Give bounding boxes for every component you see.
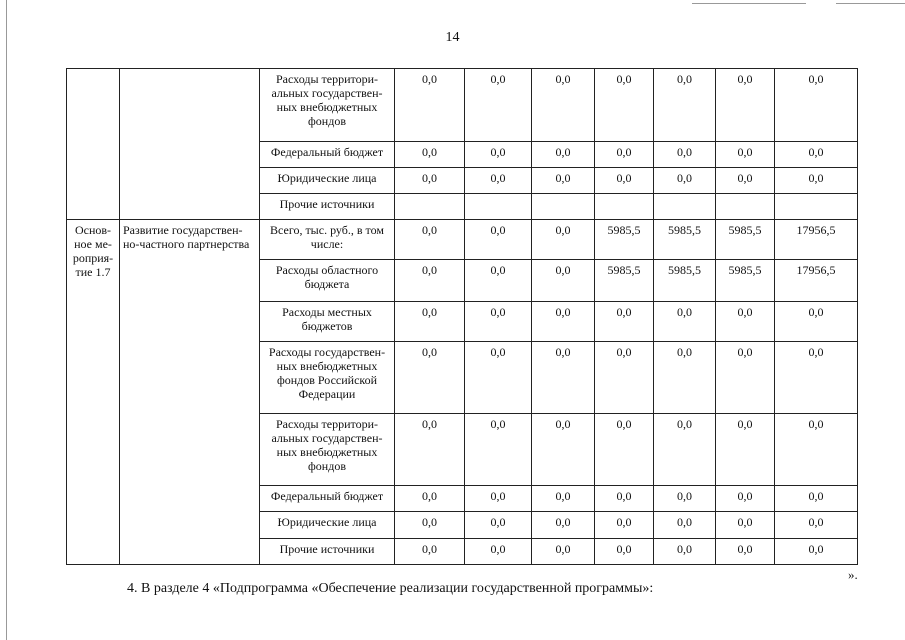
amount-cell: 0,0 (532, 302, 595, 342)
funding-source-cell: Расходы государствен-ных внебюджетных фондов Российской Федерации (260, 342, 395, 414)
funding-source-cell: Юридические лица (260, 512, 395, 539)
amount-cell: 0,0 (395, 69, 465, 142)
amount-cell: 0,0 (532, 486, 595, 512)
amount-cell: 5985,5 (716, 260, 775, 302)
amount-cell: 0,0 (595, 168, 654, 194)
amount-cell: 0,0 (595, 414, 654, 486)
page-number: 14 (445, 30, 460, 45)
section-heading: 4. В разделе 4 «Подпрограмма «Обеспечение реализации государственной программы»: (127, 581, 654, 596)
amount-cell (465, 194, 532, 220)
amount-cell: 0,0 (595, 512, 654, 539)
amount-cell: 0,0 (395, 220, 465, 260)
amount-cell: 5985,5 (654, 260, 716, 302)
amount-cell: 0,0 (716, 486, 775, 512)
amount-cell: 0,0 (595, 142, 654, 168)
funding-source-cell: Расходы местных бюджетов (260, 302, 395, 342)
amount-cell: 5985,5 (654, 220, 716, 260)
amount-cell: 0,0 (775, 168, 858, 194)
amount-cell: 0,0 (532, 414, 595, 486)
amount-cell: 0,0 (716, 414, 775, 486)
amount-cell: 0,0 (532, 539, 595, 565)
amount-cell: 0,0 (595, 539, 654, 565)
amount-cell: 0,0 (465, 69, 532, 142)
amount-cell: 0,0 (465, 220, 532, 260)
amount-cell: 0,0 (775, 302, 858, 342)
amount-cell: 0,0 (716, 142, 775, 168)
amount-cell: 0,0 (595, 69, 654, 142)
amount-cell: 0,0 (716, 302, 775, 342)
amount-cell: 0,0 (654, 302, 716, 342)
closing-quote: ». (848, 567, 858, 582)
amount-cell: 0,0 (465, 539, 532, 565)
amount-cell: 0,0 (465, 414, 532, 486)
funding-source-cell: Федеральный бюджет (260, 486, 395, 512)
amount-cell: 0,0 (532, 220, 595, 260)
amount-cell: 0,0 (775, 414, 858, 486)
amount-cell (654, 194, 716, 220)
amount-cell (595, 194, 654, 220)
amount-cell: 0,0 (654, 486, 716, 512)
amount-cell: 0,0 (532, 342, 595, 414)
amount-cell: 0,0 (532, 69, 595, 142)
amount-cell (395, 194, 465, 220)
amount-cell: 0,0 (465, 512, 532, 539)
amount-cell: 0,0 (654, 414, 716, 486)
measure-label-cell (67, 69, 120, 220)
amount-cell: 0,0 (465, 342, 532, 414)
amount-cell: 0,0 (775, 342, 858, 414)
amount-cell: 0,0 (395, 342, 465, 414)
funding-source-cell: Юридические лица (260, 168, 395, 194)
funding-source-cell: Расходы территори-альных государствен-ных внебюджетных фондов (260, 69, 395, 142)
amount-cell: 0,0 (595, 486, 654, 512)
amount-cell: 0,0 (775, 512, 858, 539)
page-left-edge (6, 0, 7, 640)
amount-cell: 0,0 (465, 302, 532, 342)
amount-cell: 0,0 (775, 142, 858, 168)
amount-cell: 0,0 (654, 539, 716, 565)
amount-cell: 0,0 (595, 302, 654, 342)
amount-cell: 0,0 (716, 512, 775, 539)
amount-cell: 0,0 (465, 260, 532, 302)
amount-cell: 0,0 (595, 342, 654, 414)
funding-source-cell: Всего, тыс. руб., в том числе: (260, 220, 395, 260)
funding-source-cell: Прочие источники (260, 194, 395, 220)
amount-cell: 0,0 (775, 69, 858, 142)
amount-cell: 5985,5 (716, 220, 775, 260)
amount-cell: 0,0 (532, 512, 595, 539)
amount-cell: 0,0 (465, 168, 532, 194)
amount-cell: 0,0 (395, 302, 465, 342)
amount-cell: 0,0 (465, 142, 532, 168)
measure-name-cell: Развитие государствен-но-частного партнерства (120, 220, 260, 565)
amount-cell: 0,0 (716, 342, 775, 414)
amount-cell: 0,0 (775, 486, 858, 512)
amount-cell: 0,0 (654, 69, 716, 142)
amount-cell: 0,0 (716, 539, 775, 565)
funding-source-cell: Расходы территори-альных государствен-ных внебюджетных фондов (260, 414, 395, 486)
amount-cell: 0,0 (654, 342, 716, 414)
amount-cell: 0,0 (775, 539, 858, 565)
amount-cell: 0,0 (395, 168, 465, 194)
amount-cell: 5985,5 (595, 220, 654, 260)
amount-cell: 5985,5 (595, 260, 654, 302)
amount-cell: 0,0 (654, 142, 716, 168)
amount-cell: 17956,5 (775, 260, 858, 302)
amount-cell: 0,0 (654, 512, 716, 539)
amount-cell: 0,0 (716, 168, 775, 194)
amount-cell: 0,0 (395, 414, 465, 486)
budget-table (66, 68, 858, 565)
table-row (67, 220, 858, 260)
measure-name-cell (120, 69, 260, 220)
table-row (67, 69, 858, 142)
amount-cell: 0,0 (654, 168, 716, 194)
funding-source-cell: Федеральный бюджет (260, 142, 395, 168)
amount-cell: 0,0 (532, 168, 595, 194)
amount-cell: 0,0 (532, 260, 595, 302)
funding-source-cell: Прочие источники (260, 539, 395, 565)
header-rule (836, 3, 905, 4)
amount-cell: 0,0 (465, 486, 532, 512)
amount-cell: 0,0 (395, 486, 465, 512)
amount-cell: 0,0 (395, 260, 465, 302)
funding-source-cell: Расходы областного бюджета (260, 260, 395, 302)
header-rule (692, 3, 806, 4)
amount-cell: 0,0 (395, 539, 465, 565)
amount-cell: 0,0 (395, 142, 465, 168)
amount-cell: 0,0 (532, 142, 595, 168)
amount-cell (532, 194, 595, 220)
amount-cell (716, 194, 775, 220)
amount-cell: 17956,5 (775, 220, 858, 260)
amount-cell (775, 194, 858, 220)
measure-label-cell: Основ-ное ме-роприя-тие 1.7 (67, 220, 120, 565)
amount-cell: 0,0 (395, 512, 465, 539)
amount-cell: 0,0 (716, 69, 775, 142)
